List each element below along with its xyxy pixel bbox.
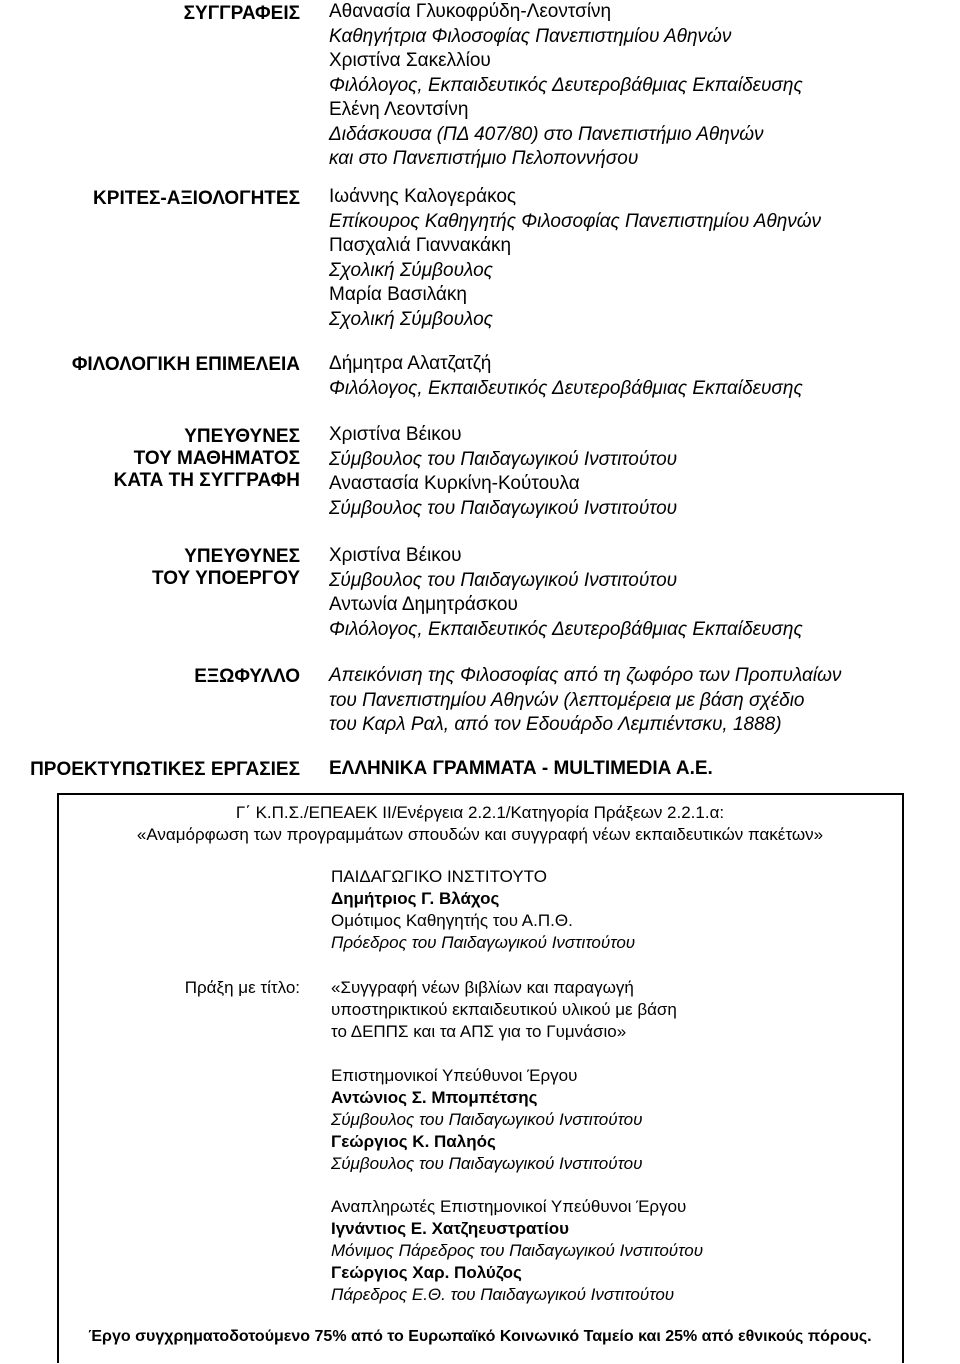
scientific-leads-block — [331, 1065, 931, 1175]
credit-line: Καθηγήτρια Φιλοσοφίας Πανεπιστημίου Αθηνών — [329, 25, 732, 47]
credit-line: Αναστασία Κυρκίνη-Κούτουλα — [329, 473, 580, 494]
scientific-leads-heading: Επιστημονικοί Υπεύθυνοι Έργου — [331, 1066, 578, 1085]
credit-label-line: ΚΑΤΑ ΤΗ ΣΥΓΓΡΑΦΗ — [113, 470, 300, 491]
credit-label-line: ΚΡΙΤΕΣ-ΑΞΙΟΛΟΓΗΤΕΣ — [93, 188, 300, 209]
credit-label-line: ΣΥΓΓΡΑΦΕΙΣ — [183, 3, 300, 24]
credit-line: Φιλόλογος, Εκπαιδευτικός Δευτεροβάθμιας Εκπαίδευσης — [329, 618, 803, 640]
project-title — [331, 977, 931, 1043]
person-role: Σύμβουλος του Παιδαγωγικού Ινστιτούτου — [331, 1154, 643, 1173]
credit-line: Σύμβουλος του Παιδαγωγικού Ινστιτούτου — [329, 448, 678, 470]
credit-label-line: ΦΙΛΟΛΟΓΙΚΗ ΕΠΙΜΕΛΕΙΑ — [71, 354, 300, 375]
credit-line: ΕΛΛΗΝΙΚΑ ΓΡΑΜΜΑΤΑ - MULTIMEDIA Α.Ε. — [329, 758, 713, 779]
person-role: Πάρεδρος Ε.Θ. του Παιδαγωγικού Ινστιτούτου — [331, 1285, 675, 1304]
credit-label — [0, 188, 300, 210]
credit-values — [329, 757, 949, 782]
credit-label — [0, 354, 300, 376]
credit-line: Σύμβουλος του Παιδαγωγικού Ινστιτούτου — [329, 569, 678, 591]
credit-line: Φιλόλογος, Εκπαιδευτικός Δευτεροβάθμιας Εκπαίδευσης — [329, 74, 803, 96]
credit-label — [0, 546, 300, 590]
program-description: «Αναμόρφωση των προγραμμάτων σπουδών και συγγραφή νέων εκπαιδευτικών πακέτων» — [136, 825, 824, 844]
project-label: Πράξη με τίτλο: — [184, 978, 300, 997]
president-title: Ομότιμος Καθηγητής του Α.Π.Θ. — [331, 911, 573, 930]
person-name: Γεώργιος Χαρ. Πολύζος — [331, 1263, 522, 1282]
credit-line: Φιλόλογος, Εκπαιδευτικός Δευτεροβάθμιας Εκπαίδευσης — [329, 377, 803, 399]
credit-values — [329, 544, 949, 642]
credit-label-line: ΕΞΩΦΥΛΛΟ — [194, 666, 300, 687]
credit-line: Σύμβουλος του Παιδαγωγικού Ινστιτούτου — [329, 497, 678, 519]
person-name: Αντώνιος Σ. Μπομπέτσης — [331, 1088, 538, 1107]
credit-line: Σχολική Σύμβουλος — [329, 259, 493, 281]
credit-line: του Πανεπιστημίου Αθηνών (λεπτομέρεια με βάση σχέδιο — [329, 689, 805, 711]
credit-label-line: ΤΟΥ ΜΑΘΗΜΑΤΟΣ — [133, 448, 300, 469]
credit-values — [329, 664, 949, 738]
credit-label-line: ΤΟΥ ΥΠΟΕΡΓΟΥ — [152, 568, 300, 589]
credit-label — [0, 759, 300, 781]
credit-line: Μαρία Βασιλάκη — [329, 284, 467, 305]
credit-values — [329, 0, 949, 172]
credit-label — [0, 666, 300, 688]
institute-block — [331, 866, 931, 954]
credit-label — [0, 426, 300, 492]
credit-label-line: ΥΠΕΥΘΥΝΕΣ — [184, 426, 300, 447]
institute-name: ΠΑΙΔΑΓΩΓΙΚΟ ΙΝΣΤΙΤΟΥΤΟ — [331, 867, 547, 886]
credit-line: Επίκουρος Καθηγητής Φιλοσοφίας Πανεπιστημίου Αθηνών — [329, 210, 822, 232]
credit-line: Απεικόνιση της Φιλοσοφίας από τη ζωφόρο των Προπυλαίων — [329, 665, 842, 686]
credit-line: Δήμητρα Αλατζατζή — [329, 353, 492, 374]
person-role: Σύμβουλος του Παιδαγωγικού Ινστιτούτου — [331, 1110, 643, 1129]
person-name: Γεώργιος Κ. Παληός — [331, 1132, 496, 1151]
deputy-leads-heading: Αναπληρωτές Επιστημονικοί Υπεύθυνοι Έργου — [331, 1197, 687, 1216]
person-role: Μόνιμος Πάρεδρος του Παιδαγωγικού Ινστιτούτου — [331, 1241, 704, 1260]
credit-line: του Καρλ Ραλ, από τον Εδουάρδο Λεμπιέντσκυ, 1888) — [329, 714, 782, 735]
credit-line: Χριστίνα Βέικου — [329, 545, 462, 566]
program-code: Γ΄ Κ.Π.Σ./ΕΠΕΑΕΚ ΙΙ/Ενέργεια 2.2.1/Κατηγορία Πράξεων 2.2.1.α: — [235, 803, 725, 822]
project-title-line: υποστηρικτικού εκπαιδευτικού υλικού με βάση — [331, 1000, 677, 1019]
credit-line: Αντωνία Δημητράσκου — [329, 594, 518, 615]
credit-line: Χριστίνα Βέικου — [329, 424, 462, 445]
credit-label-line: ΠΡΟΕΚΤΥΠΩΤΙΚΕΣ ΕΡΓΑΣΙΕΣ — [30, 759, 300, 780]
project-title-line: το ΔΕΠΠΣ και τα ΑΠΣ για το Γυμνάσιο» — [331, 1022, 627, 1041]
credit-values — [329, 352, 949, 401]
credit-values — [329, 423, 949, 521]
credit-line: Χριστίνα Σακελλίου — [329, 50, 491, 71]
credit-label — [0, 3, 300, 25]
credit-label-line: ΥΠΕΥΘΥΝΕΣ — [184, 546, 300, 567]
credit-values — [329, 185, 949, 332]
credit-line: Αθανασία Γλυκοφρύδη-Λεοντσίνη — [329, 1, 612, 22]
credit-line: Ελένη Λεοντσίνη — [329, 99, 469, 120]
president-role: Πρόεδρος του Παιδαγωγικού Ινστιτούτου — [331, 933, 636, 952]
president-name: Δημήτριος Γ. Βλάχος — [331, 889, 500, 908]
credit-line: Διδάσκουσα (ΠΔ 407/80) στο Πανεπιστήμιο Αθηνών — [329, 123, 764, 145]
project-title-line: «Συγγραφή νέων βιβλίων και παραγωγή — [331, 978, 634, 997]
funding-footer: Έργο συγχρηματοδοτούμενο 75% από το Ευρωπαϊκό Κοινωνικό Ταμείο και 25% από εθνικούς πόρους. — [88, 1328, 872, 1345]
credit-line: Σχολική Σύμβουλος — [329, 308, 493, 330]
deputy-leads-block — [331, 1196, 931, 1306]
credit-line: και στο Πανεπιστήμιο Πελοποννήσου — [329, 148, 639, 169]
credit-line: Ιωάννης Καλογεράκος — [329, 186, 517, 207]
credit-line: Πασχαλιά Γιαννακάκη — [329, 235, 512, 256]
person-name: Ιγνάντιος Ε. Χατζηευστρατίου — [331, 1219, 570, 1238]
